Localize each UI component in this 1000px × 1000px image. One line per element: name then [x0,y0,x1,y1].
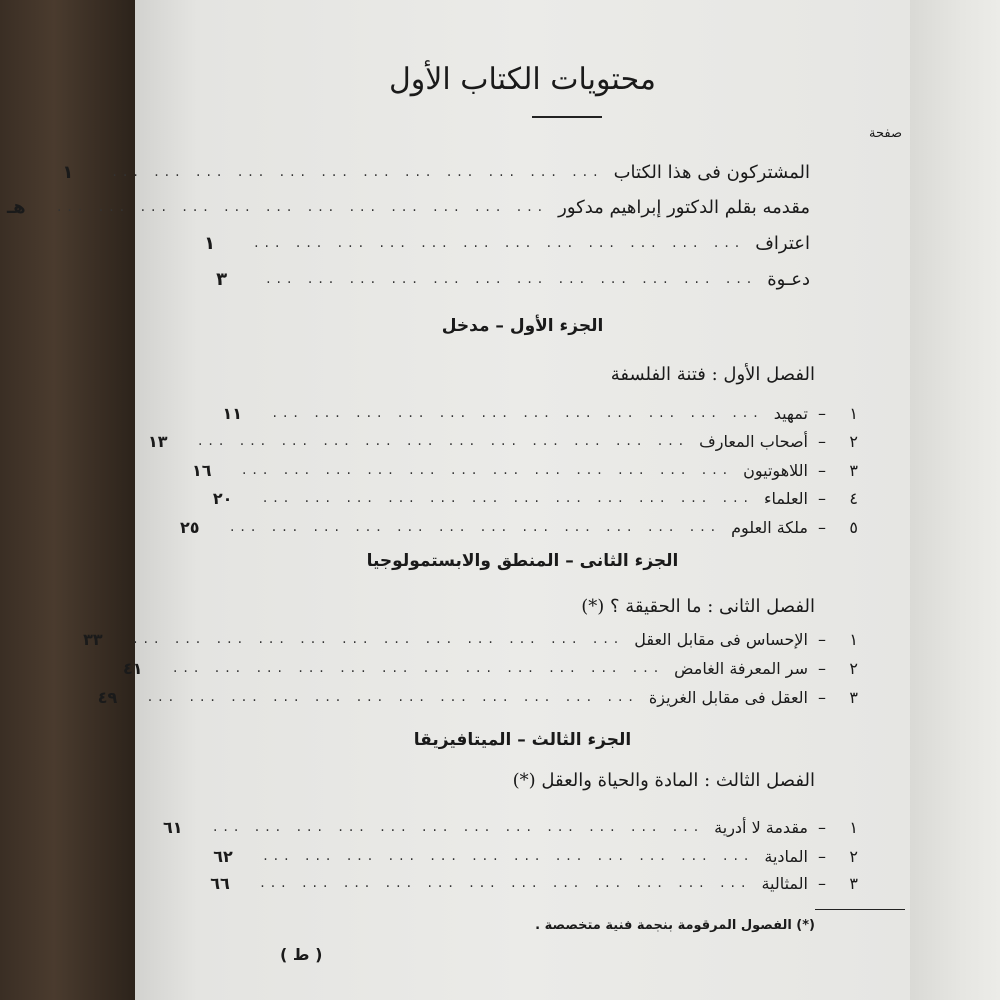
leader-dots: ... ... ... ... ... ... ... ... ... ... ... ... [147,689,639,705]
toc-entry-label: دعـوة [767,268,810,290]
leader-dots: ... ... ... ... ... ... ... ... ... ... ... ... [133,631,625,647]
part-heading: الجزء الثالث – الميتافيزيقا [413,730,632,750]
item-dash: – [818,873,826,893]
leader-dots: ... ... ... ... ... ... ... ... ... ... ... ... [212,819,705,835]
toc-entry-page: هـ [6,196,26,218]
toc-entry-page: ٣٣ [83,629,103,649]
toc-entry-page: ٤١ [122,658,143,678]
toc-entry [212,483,858,513]
toc-entry-page: ٦٦ [210,873,230,893]
toc-entry-label: المشتركون فى هذا الكتاب [613,161,810,183]
page-folio: ( ط ) [280,945,323,964]
toc-entry-label: اللاهوتيون [743,460,808,480]
book-page [6,0,910,1000]
leader-dots: ... ... ... ... ... ... ... ... ... ... ... ... [112,164,604,180]
item-dash: – [818,846,826,866]
desk-background [0,0,135,1000]
toc-entry-label: اعتراف [755,232,810,254]
toc-entry [83,624,858,654]
item-dash: – [818,817,826,837]
part-heading: الجزء الأول – مدخل [441,316,604,336]
toc-entry [62,157,810,187]
item-dash: – [818,629,826,649]
toc-entry-page: ١١ [222,403,243,423]
item-number: ٣ [849,460,858,480]
toc-entry-page: ٦٢ [213,846,233,866]
page-column-label: صفحة [869,126,902,141]
toc-entry [222,398,858,428]
toc-entry-label: العقل فى مقابل الغريزة [648,687,808,707]
item-dash: – [818,460,826,480]
toc-entry-label: المادية [764,846,808,866]
toc-entry [162,812,858,842]
footnote: (*) الفصول المرقومة بنجمة فنية متخصصة . [535,918,815,933]
leader-dots: ... ... ... ... ... ... ... ... ... ... ... ... [56,199,549,215]
toc-entry-label: سر المعرفة الغامض [674,658,808,678]
toc-entry-page: ٣ [216,268,228,290]
item-dash: – [818,431,826,451]
leader-dots: ... ... ... ... ... ... ... ... ... ... ... ... [172,660,665,676]
item-dash: – [818,403,826,423]
chapter-title: الفصل الثالث : المادة والحياة والعقل (*) [512,770,815,791]
item-number: ٥ [849,517,858,537]
toc-entry-label: مقدمه بقلم الدكتور إبراهيم مدكور [558,196,810,218]
toc-entry [6,192,810,222]
toc-entry [122,653,858,683]
toc-entry-label: العلماء [764,488,808,508]
toc-entry-page: ١٣ [147,431,168,451]
toc-entry [97,682,858,712]
item-dash: – [818,488,826,508]
toc-entry-label: الإحساس فى مقابل العقل [634,629,808,649]
leader-dots: ... ... ... ... ... ... ... ... ... ... ... ... [229,519,722,535]
leader-dots: ... ... ... ... ... ... ... ... ... ... ... ... [197,433,690,449]
toc-entry [210,868,858,898]
leader-dots: ... ... ... ... ... ... ... ... ... ... ... ... [272,405,764,421]
toc-entry-page: ٢٥ [179,517,200,537]
part-heading: الجزء الثانى – المنطق والابستمولوجيا [366,551,679,571]
chapter-title: الفصل الأول : فتنة الفلسفة [610,364,815,385]
toc-entry [191,455,858,485]
toc-entry-label: ملكة العلوم [731,517,808,537]
toc-entry-page: ١ [204,232,216,254]
toc-entry [147,426,858,456]
footnote-rule [815,909,905,910]
toc-entry [216,264,810,294]
item-number: ١ [849,629,858,649]
item-number: ٣ [849,873,858,893]
toc-entry [204,228,810,258]
title-underline [532,116,602,118]
toc-entry-page: ٢٠ [212,488,233,508]
leader-dots: ... ... ... ... ... ... ... ... ... ... ... ... [262,490,755,506]
chapter-title: الفصل الثانى : ما الحقيقة ؟ (*) [581,596,815,617]
toc-entry-label: أصحاب المعارف [699,431,808,451]
item-number: ٤ [849,488,858,508]
toc-entry-page: ١٦ [191,460,212,480]
adjacent-page [905,0,1000,1000]
toc-entry [213,841,858,871]
toc-entry [179,512,858,542]
item-number: ٢ [849,658,858,678]
toc-entry-label: المثالية [761,873,808,893]
item-number: ١ [849,403,858,423]
item-number: ٣ [849,687,858,707]
item-number: ١ [849,817,858,837]
toc-entry-page: ٤٩ [97,687,118,707]
leader-dots: ... ... ... ... ... ... ... ... ... ... ... ... [266,271,758,287]
item-dash: – [818,687,826,707]
item-dash: – [818,517,826,537]
toc-entry-page: ١ [62,161,74,183]
toc-entry-label: مقدمة لا أدرية [714,817,808,837]
leader-dots: ... ... ... ... ... ... ... ... ... ... ... ... [260,875,752,891]
toc-entry-label: تمهيد [773,403,808,423]
item-number: ٢ [849,431,858,451]
leader-dots: ... ... ... ... ... ... ... ... ... ... ... ... [254,235,746,251]
item-number: ٢ [849,846,858,866]
item-dash: – [818,658,826,678]
toc-entry-page: ٦١ [162,817,183,837]
leader-dots: ... ... ... ... ... ... ... ... ... ... ... ... [241,462,734,478]
page-title: محتويات الكتاب الأول [389,62,656,97]
leader-dots: ... ... ... ... ... ... ... ... ... ... ... ... [263,848,755,864]
